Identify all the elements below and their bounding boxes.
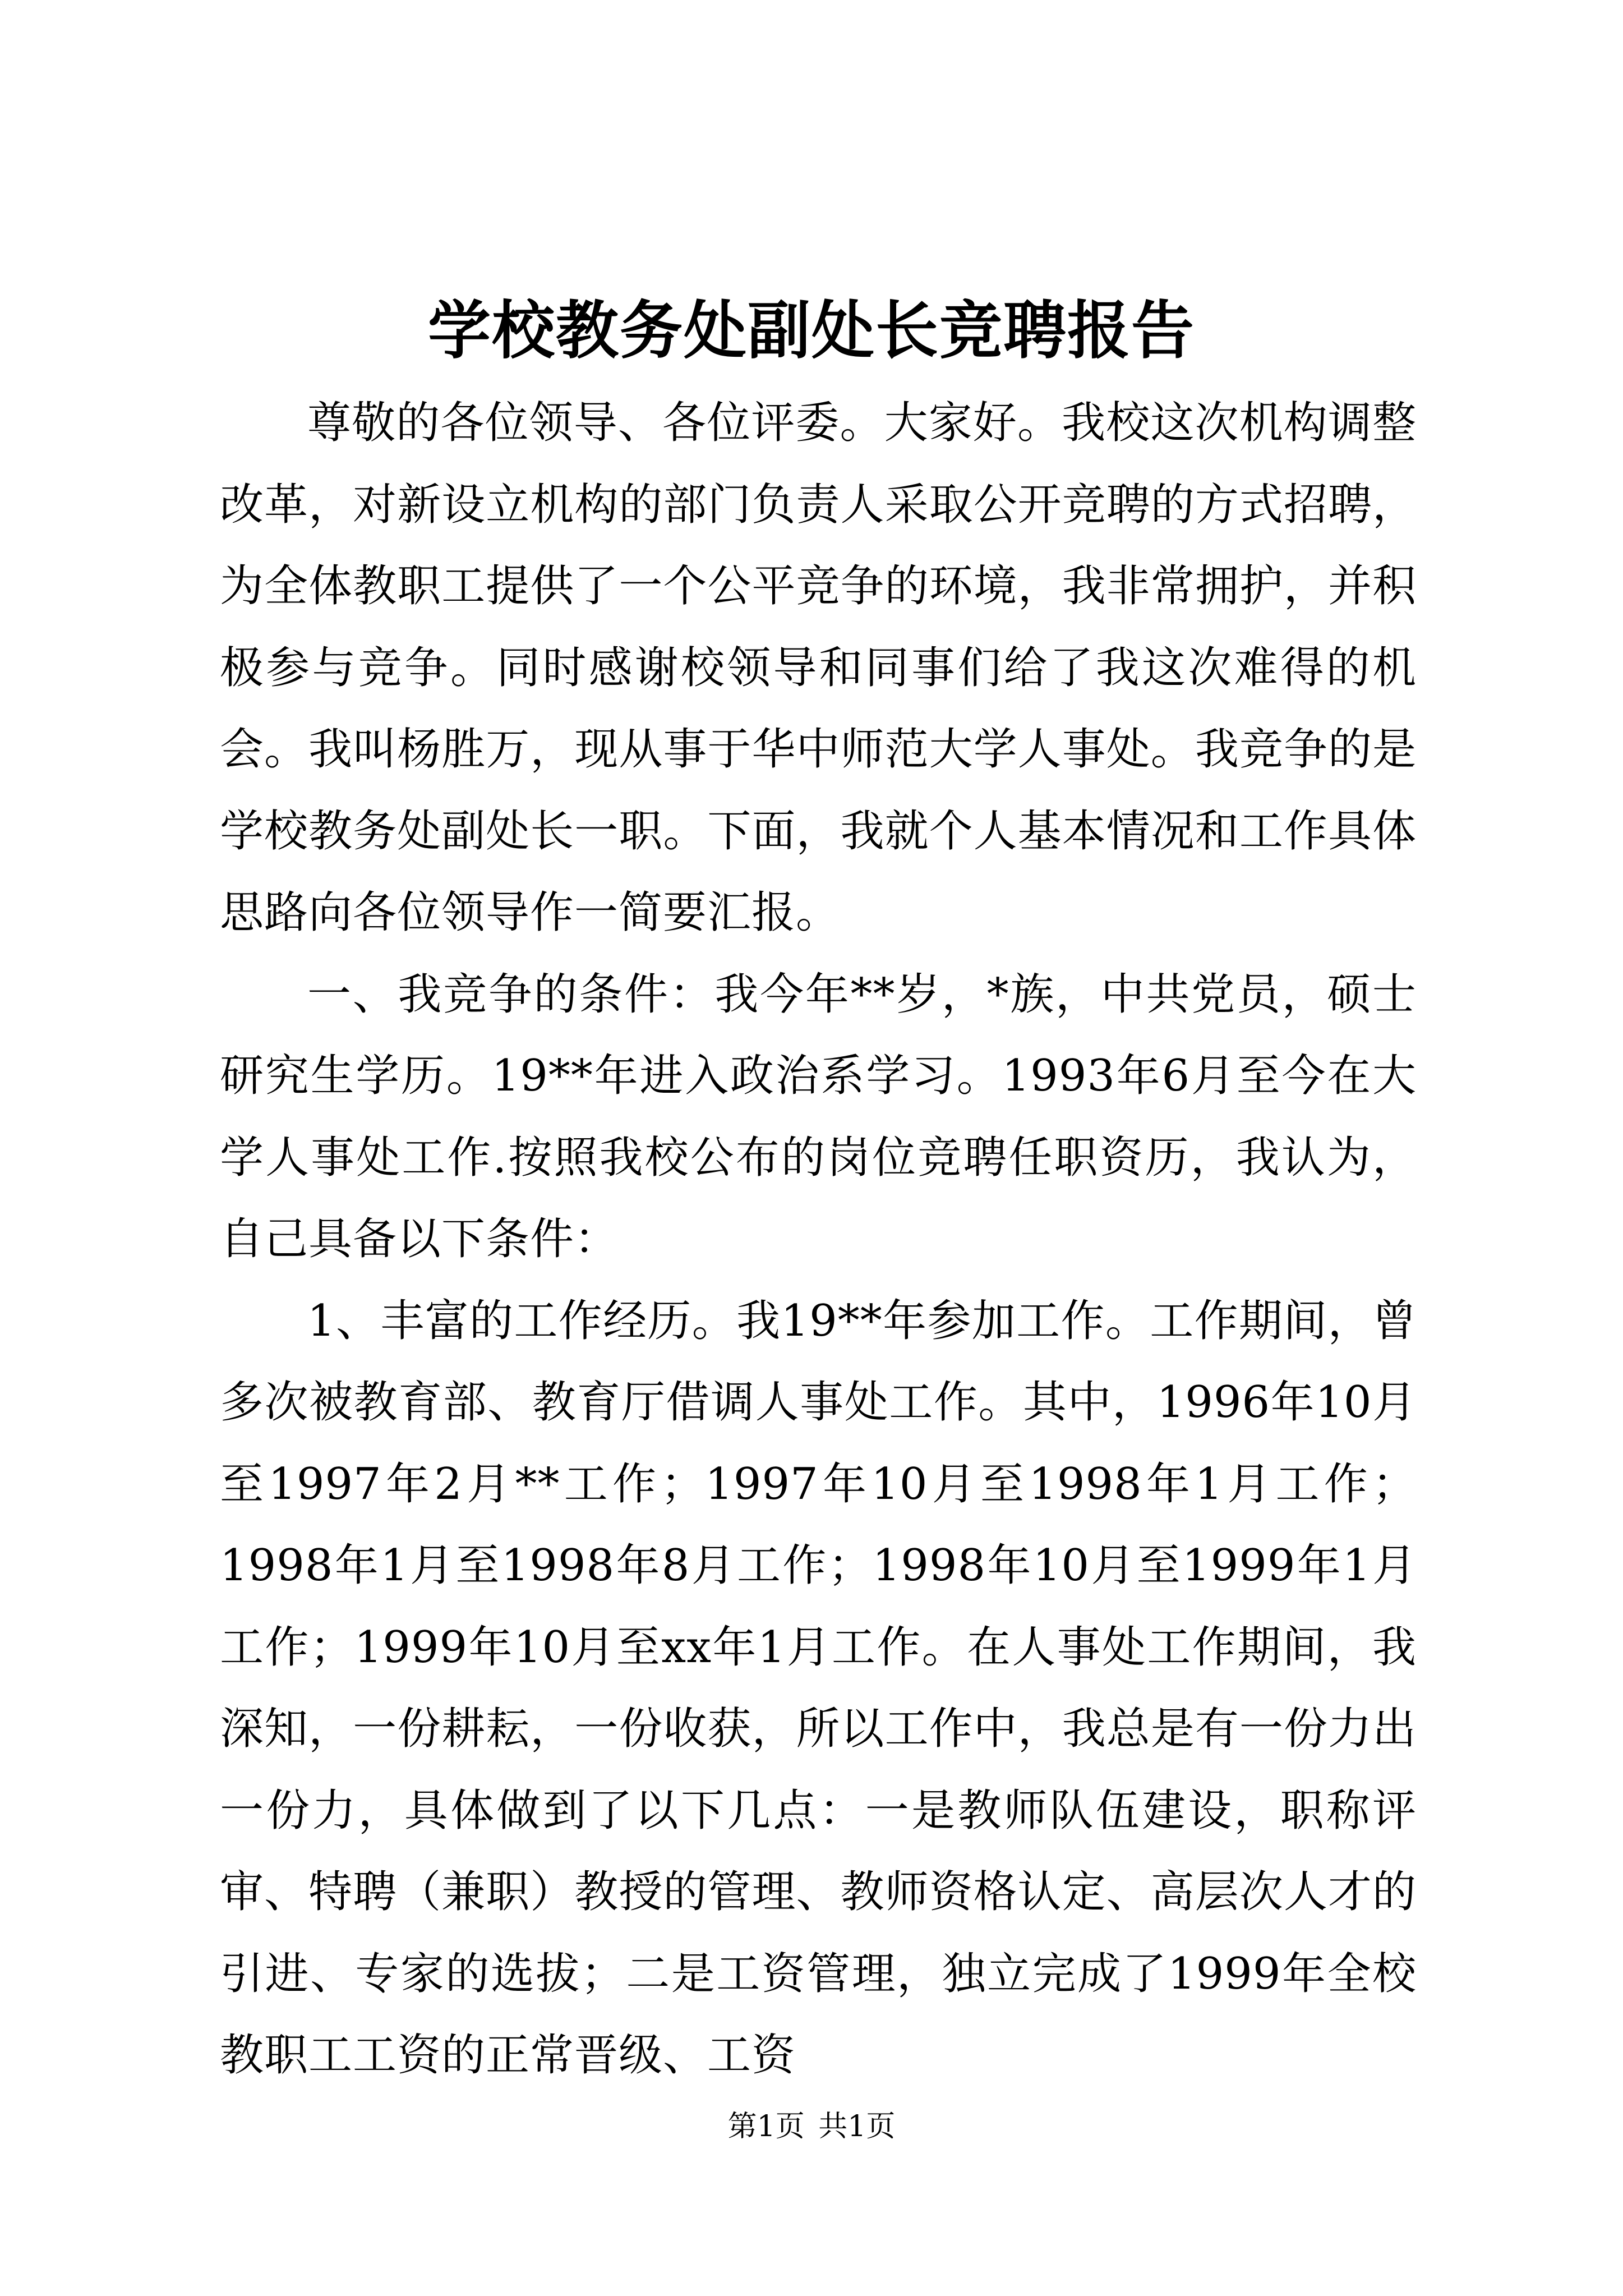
document-title: 学校教务处副处长竞聘报告: [428, 294, 1195, 367]
paragraph-conditions: 一、我竞争的条件：我今年**岁，*族，中共党员，硕士研究生学历。19**年进入政治系学习。1993年6月至今在大学人事处工作.按照我校公布的岗位竞聘任职资历，我认为，自己具备以下条件：: [220, 969, 1417, 1264]
page-total: 共1页: [818, 2110, 896, 2143]
page-footer: [0, 2107, 1623, 2146]
paragraph-experience: 1、丰富的工作经历。我19**年参加工作。工作期间，曾多次被教育部、教育厅借调人事处工作。其中，1996年10月至1997年2月**工作；1997年10月至1998年1月工作；1998年1月至1998年8月工作；1998年10月至1999年1月工作；1999年10月至xx年1月工作。在人事处工作期间，我深知，一份耕耘，一份收获，所以工作中，我总是有一份力出一份力，具体做到了以下几点：一是教师队伍建设，职称评审、特聘（兼职）教授的管理、教师资格认定、高层次人才的引进、专家的选拔；二是工资管理，独立完成了1999年全校教职工工资的正常晋级、工资: [220, 1295, 1417, 2081]
paragraph-greeting: 尊敬的各位领导、各位评委。大家好。我校这次机构调整改革，对新设立机构的部门负责人采取公开竞聘的方式招聘，为全体教职工提供了一个公平竞争的环境，我非常拥护，并积极参与竞争。同时感谢校领导和同事们给了我这次难得的机会。我叫杨胜万，现从事于华中师范大学人事处。我竞争的是学校教务处副处长一职。下面，我就个人基本情况和工作具体思路向各位领导作一简要汇报。: [220, 398, 1417, 938]
page-number: 第1页: [727, 2110, 805, 2143]
document-body: [220, 383, 1417, 2097]
